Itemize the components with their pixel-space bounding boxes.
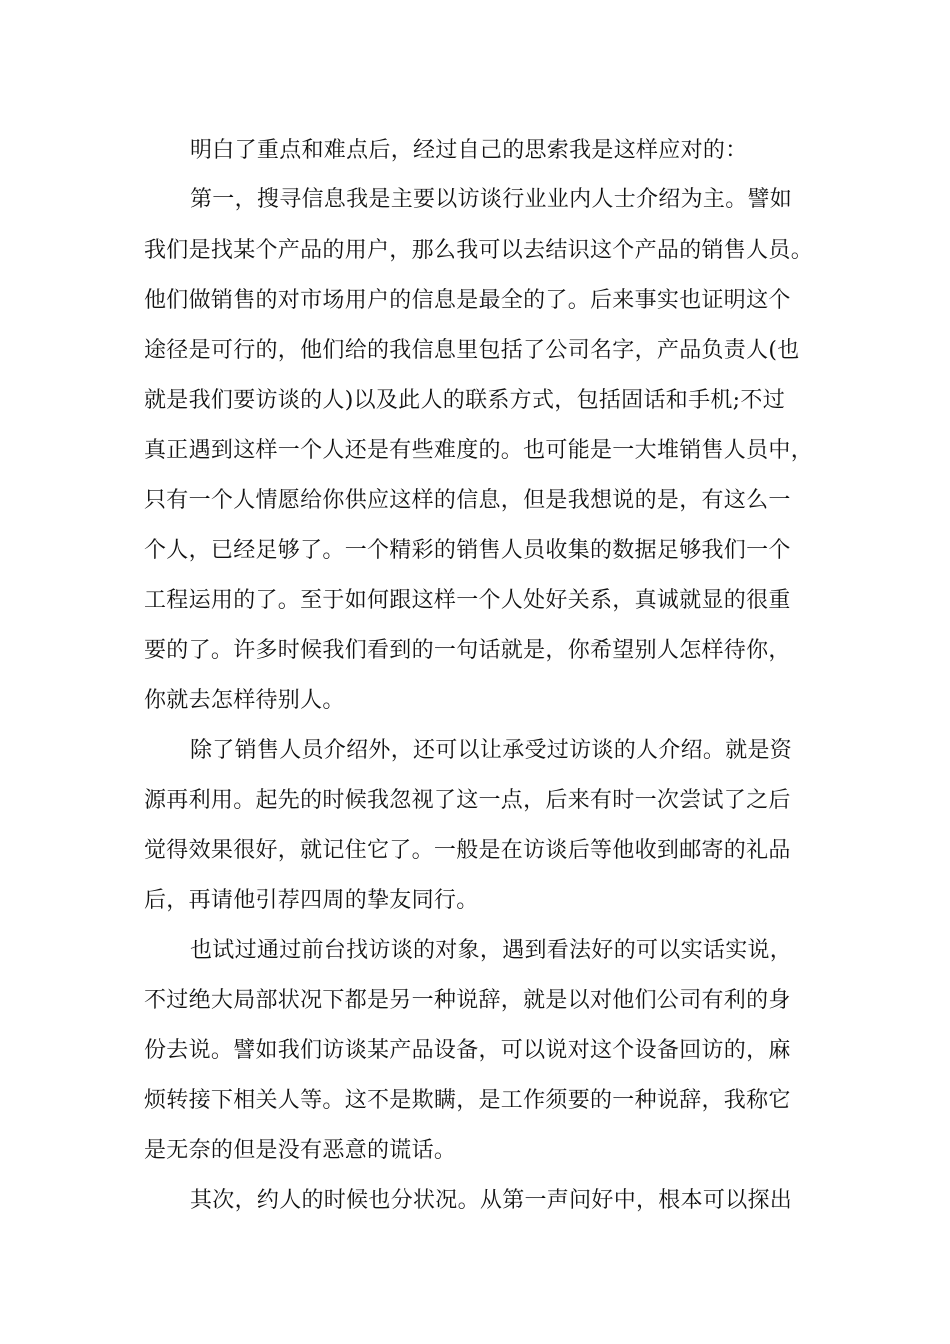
text-line: 就是我们要访谈的人)以及此人的联系方式，包括固话和手机;不过 (144, 388, 785, 413)
text-line: 源再利用。起先的时候我忽视了这一点，后来有时一次尝试了之后 (144, 788, 791, 813)
text-line: 个人，已经足够了。一个精彩的销售人员收集的数据足够我们一个 (144, 538, 791, 563)
text-line: 后，再请他引荐四周的挚友同行。 (144, 888, 479, 913)
text-line: 我们是找某个产品的用户，那么我可以去结识这个产品的销售人员。 (144, 238, 814, 263)
text-line: 除了销售人员介绍外，还可以让承受过访谈的人介绍。就是资 (190, 738, 793, 763)
text-line: 烦转接下相关人等。这不是欺瞒，是工作须要的一种说辞，我称它 (144, 1088, 791, 1113)
text-line: 工程运用的了。至于如何跟这样一个人处好关系，真诚就显的很重 (144, 588, 791, 613)
text-line: 你就去怎样待别人。 (144, 688, 345, 713)
text-line: 不过绝大局部状况下都是另一种说辞，就是以对他们公司有利的身 (144, 988, 791, 1013)
text-line: 是无奈的但是没有恶意的谎话。 (144, 1138, 457, 1163)
text-line: 份去说。譬如我们访谈某产品设备，可以说对这个设备回访的，麻 (144, 1038, 791, 1063)
text-line: 只有一个人情愿给你供应这样的信息，但是我想说的是，有这么一 (144, 488, 791, 513)
text-line: 其次，约人的时候也分状况。从第一声问好中，根本可以探出 (190, 1188, 793, 1213)
text-line: 途径是可行的，他们给的我信息里包括了公司名字，产品负责人(也 (144, 338, 800, 363)
text-line: 第一，搜寻信息我是主要以访谈行业业内人士介绍为主。譬如 (190, 187, 793, 212)
text-line: 觉得效果很好，就记住它了。一般是在访谈后等他收到邮寄的礼品 (144, 838, 791, 863)
text-line: 要的了。许多时候我们看到的一句话就是，你希望别人怎样待你， (144, 638, 791, 663)
text-line: 明白了重点和难点后，经过自己的思索我是这样应对的： (190, 138, 748, 163)
text-line: 也试过通过前台找访谈的对象，遇到看法好的可以实话实说， (190, 938, 793, 963)
text-line: 真正遇到这样一个人还是有些难度的。也可能是一大堆销售人员中， (144, 438, 814, 463)
text-line: 他们做销售的对市场用户的信息是最全的了。后来事实也证明这个 (144, 288, 791, 313)
